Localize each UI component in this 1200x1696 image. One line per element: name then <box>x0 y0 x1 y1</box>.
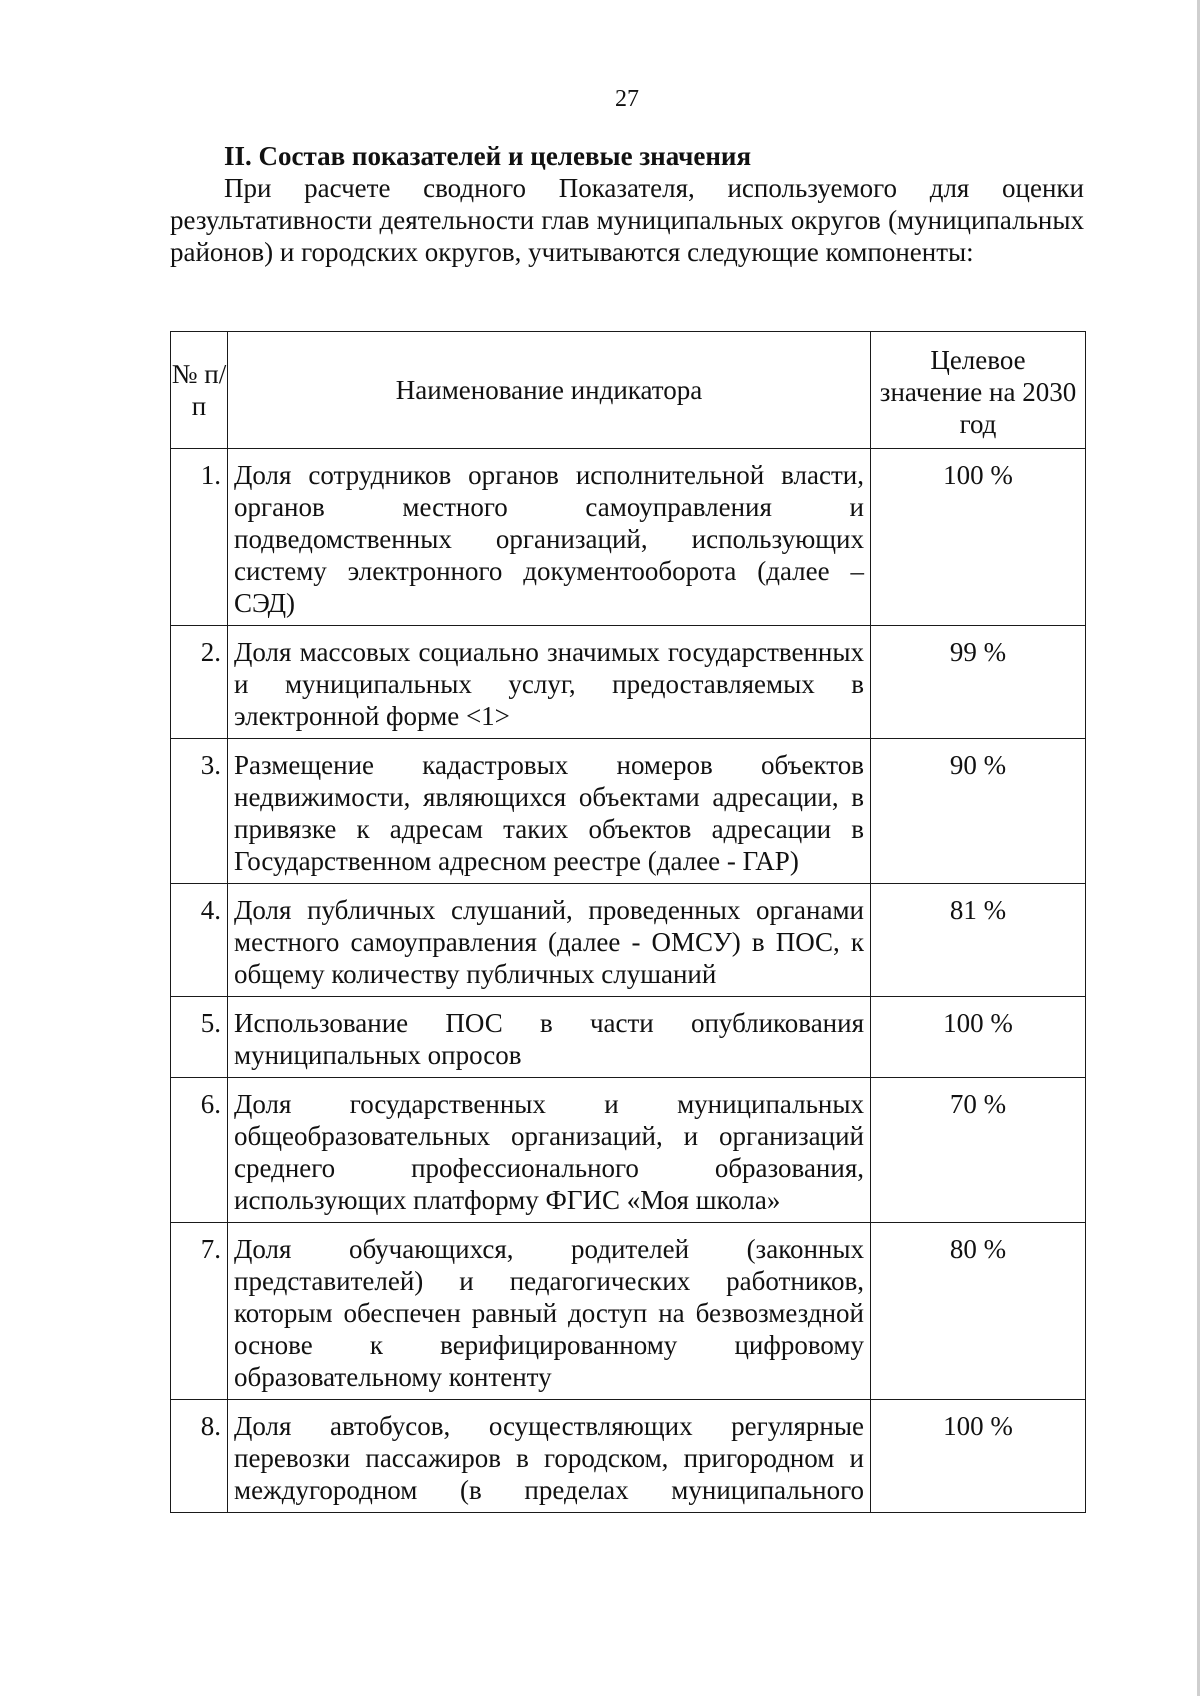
table-row <box>171 997 1086 1078</box>
header-number: № п/п <box>171 332 228 449</box>
row-number: 4. <box>171 884 228 997</box>
target-value: 100 % <box>871 1400 1086 1513</box>
target-value: 81 % <box>871 884 1086 997</box>
target-value: 70 % <box>871 1078 1086 1223</box>
row-number: 1. <box>171 449 228 626</box>
indicator-name: Доля автобусов, осуществляющих регулярные перевозки пассажиров в городском, пригородном и междугородном (в пределах муниципального <box>228 1400 871 1513</box>
row-number: 3. <box>171 739 228 884</box>
indicators-table <box>170 331 1086 1513</box>
table-row <box>171 884 1086 997</box>
intro-paragraph: При расчете сводного Показателя, используемого для оценки результативности деятельности глав муниципальных округов (муниципальных районов) и городских округов, учитываются следующие компоненты: <box>170 173 1084 267</box>
table-header-row <box>171 332 1086 449</box>
target-value: 99 % <box>871 626 1086 739</box>
indicator-name: Доля публичных слушаний, проведенных органами местного самоуправления (далее - ОМСУ) в ПОС, к общему количеству публичных слушаний <box>228 884 871 997</box>
table-row <box>171 1078 1086 1223</box>
header-target-value: Целевое значение на 2030 год <box>871 332 1086 449</box>
target-value: 100 % <box>871 449 1086 626</box>
indicator-name: Доля государственных и муниципальных общеобразовательных организаций, и организаций среднего профессионального образования, использующих платформу ФГИС «Моя школа» <box>228 1078 871 1223</box>
table-row <box>171 1223 1086 1400</box>
indicator-name: Использование ПОС в части опубликования муниципальных опросов <box>228 997 871 1078</box>
table-row <box>171 449 1086 626</box>
table-row <box>171 626 1086 739</box>
target-value: 80 % <box>871 1223 1086 1400</box>
table-row <box>171 1400 1086 1513</box>
section-heading: II. Состав показателей и целевые значения <box>224 141 752 171</box>
row-number: 2. <box>171 626 228 739</box>
page-number: 27 <box>615 86 639 112</box>
target-value: 90 % <box>871 739 1086 884</box>
header-indicator-name: Наименование индикатора <box>228 332 871 449</box>
indicator-name: Размещение кадастровых номеров объектов недвижимости, являющихся объектами адресации, в привязке к адресам таких объектов адресации в Государственном адресном реестре (далее - ГАР) <box>228 739 871 884</box>
target-value: 100 % <box>871 997 1086 1078</box>
indicator-name: Доля обучающихся, родителей (законных представителей) и педагогических работников, которым обеспечен равный доступ на безвозмездной основе к верифицированному цифровому образовательному контенту <box>228 1223 871 1400</box>
row-number: 8. <box>171 1400 228 1513</box>
table-row <box>171 739 1086 884</box>
indicator-name: Доля массовых социально значимых государственных и муниципальных услуг, предоставляемых в электронной форме <1> <box>228 626 871 739</box>
row-number: 5. <box>171 997 228 1078</box>
indicator-name: Доля сотрудников органов исполнительной власти, органов местного самоуправления и подведомственных организаций, использующих систему электронного документооборота (далее – СЭД) <box>228 449 871 626</box>
row-number: 6. <box>171 1078 228 1223</box>
row-number: 7. <box>171 1223 228 1400</box>
